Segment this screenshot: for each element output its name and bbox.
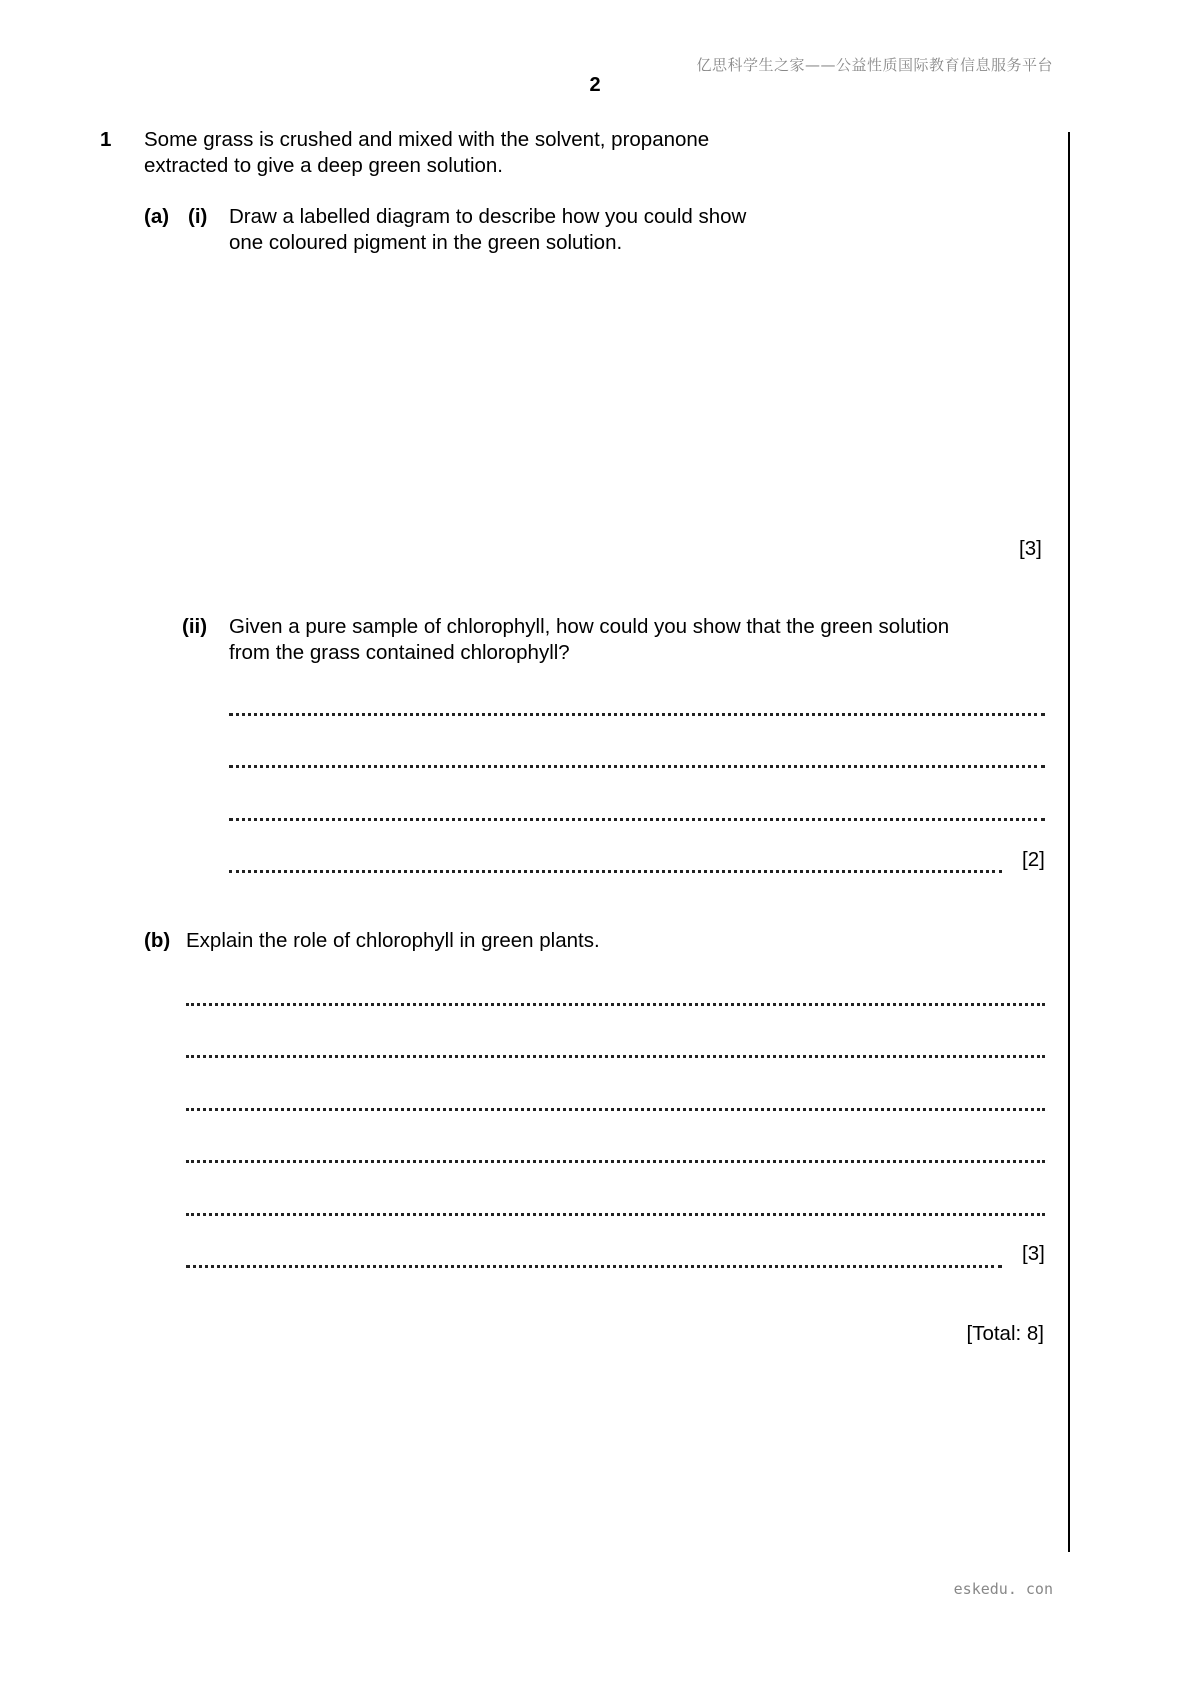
part-b-marks: [3] [1022, 1242, 1045, 1265]
answer-line[interactable] [229, 818, 1045, 821]
question-stem-line2: extracted to give a deep green solution. [144, 154, 503, 177]
answer-line[interactable] [186, 1265, 1002, 1268]
diagram-answer-area[interactable] [229, 262, 1039, 522]
question-stem-line1: Some grass is crushed and mixed with the solvent, propanone [144, 128, 710, 151]
answer-line[interactable] [229, 713, 1045, 716]
part-a-ii-line2: from the grass contained chlorophyll? [229, 641, 570, 664]
answer-line[interactable] [186, 1160, 1045, 1163]
part-b-text: Explain the role of chlorophyll in green plants. [186, 929, 600, 952]
answer-line[interactable] [186, 1055, 1045, 1058]
page-number: 2 [589, 74, 601, 96]
header-watermark: 亿思科学生之家——公益性质国际教育信息服务平台 [696, 56, 1053, 74]
part-a-i-label: (i) [188, 205, 208, 228]
answer-line[interactable] [229, 765, 1045, 768]
part-a-ii-marks: [2] [1022, 848, 1045, 871]
part-a-ii-label: (ii) [182, 615, 208, 638]
footer-site: eskedu. con [953, 1580, 1053, 1598]
part-a-i-line1: Draw a labelled diagram to describe how you could show [229, 205, 747, 228]
margin-line [1068, 132, 1070, 1552]
part-a-i-marks: [3] [1019, 537, 1042, 560]
answer-line[interactable] [186, 1108, 1045, 1111]
part-a-label: (a) [144, 205, 170, 228]
answer-line[interactable] [186, 1213, 1045, 1216]
part-a-i-line2: one coloured pigment in the green solution. [229, 231, 623, 254]
question-number: 1 [100, 128, 112, 151]
answer-line[interactable] [229, 870, 1002, 873]
answer-line[interactable] [186, 1003, 1045, 1006]
part-a-ii-line1: Given a pure sample of chlorophyll, how could you show that the green solution [229, 615, 950, 638]
total-marks: [Total: 8] [966, 1322, 1044, 1345]
part-b-label: (b) [144, 929, 171, 952]
